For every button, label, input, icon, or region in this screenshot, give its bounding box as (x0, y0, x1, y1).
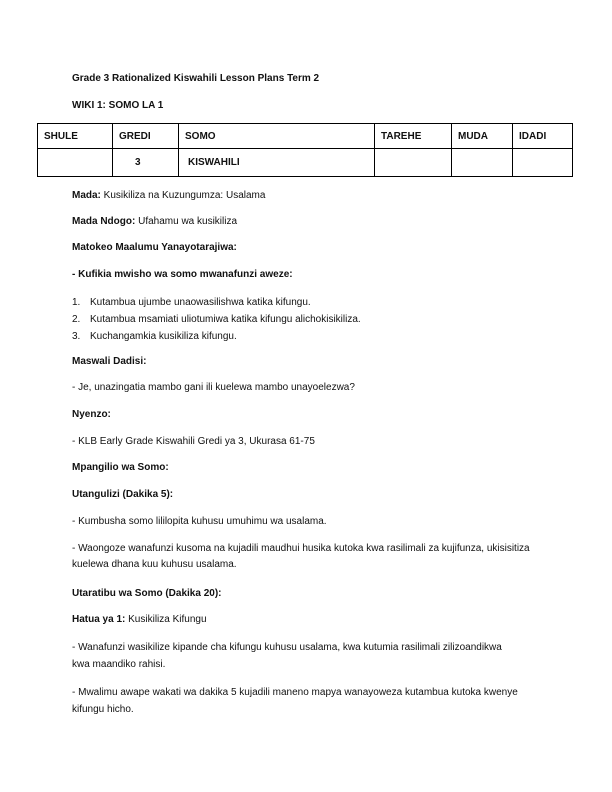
document-title: Grade 3 Rationalized Kiswahili Lesson Plans Term 2 (72, 73, 320, 84)
table-cell: KISWAHILI (179, 149, 375, 177)
table-cell (452, 149, 513, 177)
outcomes-list (72, 294, 361, 345)
utaratibu-heading: Utaratibu wa Somo (Dakika 20): (72, 588, 222, 599)
hatua-label: Hatua ya 1: (72, 614, 126, 625)
outcomes-subheading: - Kufikia mwisho wa somo mwanafunzi aweze: (72, 269, 293, 280)
mada-value: Kusikiliza na Kuzungumza: Usalama (100, 190, 266, 201)
table-header-cell: GREDI (113, 124, 179, 149)
table-header-cell: SOMO (179, 124, 375, 149)
list-item: 3. Kuchangamkia kusikiliza kifungu. (72, 331, 237, 342)
mada-ndogo-line (72, 215, 237, 228)
table-header-cell: IDADI (513, 124, 573, 149)
nyenzo-text: - KLB Early Grade Kiswahili Gredi ya 3, Ukurasa 61-75 (72, 436, 315, 447)
mada-line (72, 189, 265, 202)
utangulizi-paragraph-1: - Kumbusha somo lililopita kuhusu umuhimu wa usalama. (72, 516, 327, 527)
maswali-heading: Maswali Dadisi: (72, 356, 147, 367)
table-header-cell: MUDA (452, 124, 513, 149)
table-header-cell: TAREHE (375, 124, 452, 149)
hatua-value: Kusikiliza Kifungu (125, 614, 207, 625)
utangulizi-heading: Utangulizi (Dakika 5): (72, 489, 174, 500)
table-row (38, 149, 573, 177)
outcomes-heading: Matokeo Maalumu Yanayotarajiwa: (72, 242, 237, 253)
hatua-line (72, 613, 207, 626)
table-cell (38, 149, 113, 177)
nyenzo-heading: Nyenzo: (72, 409, 111, 420)
lesson-info-table (37, 123, 573, 177)
list-item: 2. Kutambua msamiati uliotumiwa katika kifungu alichokisikiliza. (72, 314, 361, 325)
week-lesson-label: WIKI 1: SOMO LA 1 (72, 100, 164, 111)
mada-ndogo-value: Ufahamu wa kusikiliza (135, 216, 238, 227)
hatua-paragraph-2: - Mwalimu awape wakati wa dakika 5 kujadili maneno mapya wanayoweza kutambua kutoka kwenye kifungu hicho. (72, 687, 518, 715)
table-header-cell: SHULE (38, 124, 113, 149)
list-item: 1. Kutambua ujumbe unaowasilishwa katika kifungu. (72, 297, 311, 308)
maswali-text: - Je, unazingatia mambo gani ili kuelewa mambo unayoelezwa? (72, 382, 355, 393)
table-header-row (38, 124, 573, 149)
table-cell (513, 149, 573, 177)
utangulizi-paragraph-2: - Waongoze wanafunzi kusoma na kujadili maudhui husika kutoka kwa rasilimali za kujifunza, ukisisitiza kuelewa dhana kuu kuhusu usalama. (72, 543, 530, 570)
table-cell (375, 149, 452, 177)
mada-ndogo-label: Mada Ndogo: (72, 216, 136, 227)
table-cell: 3 (113, 149, 179, 177)
mada-label: Mada: (72, 190, 101, 201)
hatua-paragraph-1: - Wanafunzi wasikilize kipande cha kifungu kuhusu usalama, kwa kutumia rasilimali zilizoandikwa kwa maandiko rahisi. (72, 642, 502, 670)
mpangilio-heading: Mpangilio wa Somo: (72, 462, 169, 473)
